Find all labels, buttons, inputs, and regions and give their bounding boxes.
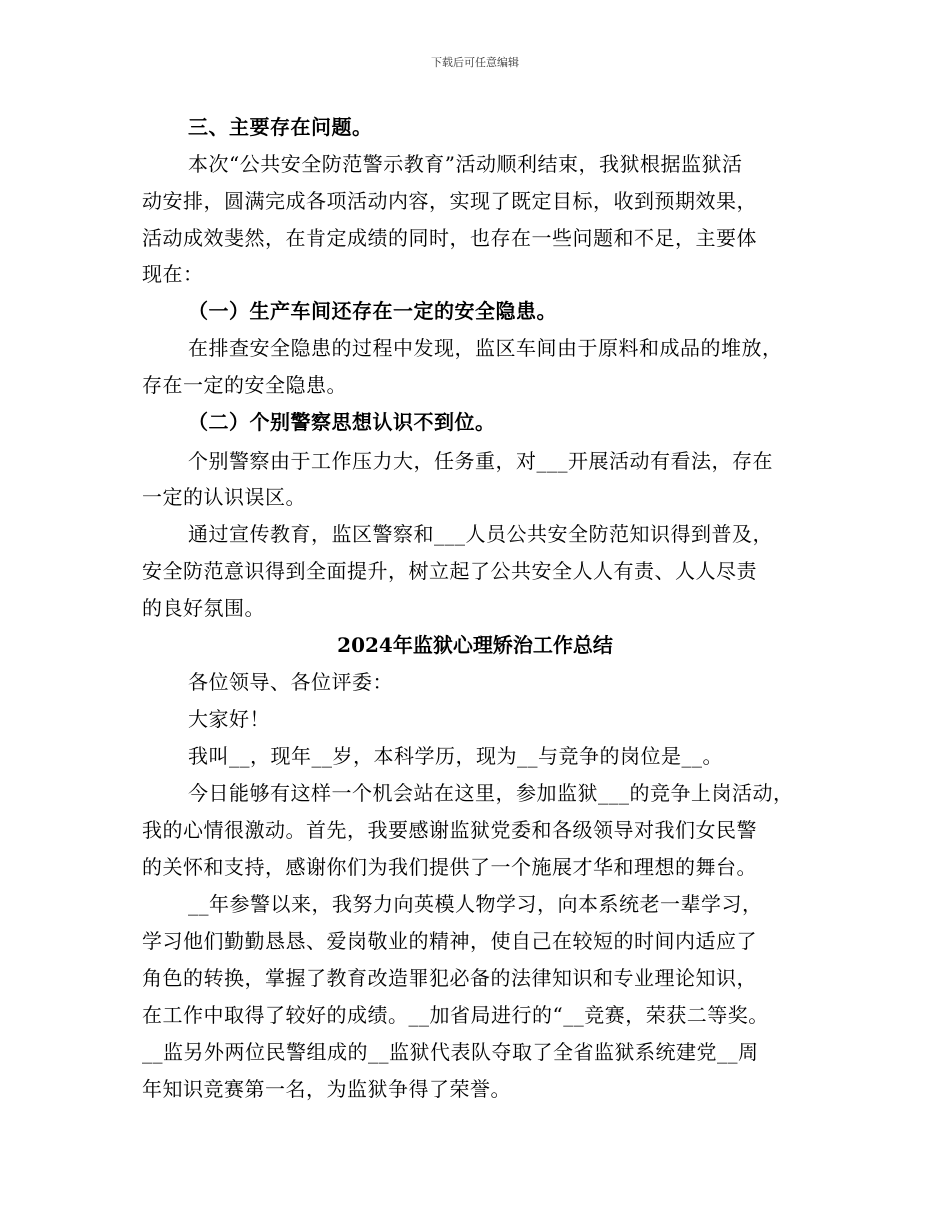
paragraph-line: 现在： [142,262,204,286]
subheading: （一）生产车间还存在一定的安全隐患。 [188,299,557,323]
paragraph-line: 学习他们勤勤恳恳、爱岗敬业的精神，使自己在较短的时间内适应了 [142,929,757,953]
greeting-line: 大家好！ [188,707,270,731]
paragraph-line: 动安排，圆满完成各项活动内容，实现了既定目标，收到预期效果， [142,189,757,213]
paragraph-line: 在排查安全隐患的过程中发现，监区车间由于原料和成品的堆放， [188,336,783,360]
paragraph-line: 在工作中取得了较好的成绩。__加省局进行的“__竞赛，荣获二等奖。 [142,1003,769,1027]
paragraph-line: __年参警以来，我努力向英模人物学习，向本系统老一辈学习， [188,892,763,916]
subheading: （二）个别警察思想认识不到位。 [188,410,496,434]
greeting-line: 各位领导、各位评委： [188,670,393,694]
paragraph-line: 的关怀和支持，感谢你们为我们提供了一个施展才华和理想的舞台。 [142,855,757,879]
paragraph-line: 个别警察由于工作压力大，任务重，对___开展活动有看法，存在 [188,449,773,473]
paragraph-line: __监另外两位民警组成的__监狱代表队夺取了全省监狱系统建党__周 [142,1040,759,1064]
paragraph-line: 存在一定的安全隐患。 [142,373,347,397]
paragraph-line: 活动成效斐然，在肯定成绩的同时，也存在一些问题和不足，主要体 [142,226,757,250]
paragraph-line: 的良好氛围。 [142,596,265,620]
paragraph-line: 我的心情很激动。首先，我要感谢监狱党委和各级领导对我们女民警 [142,818,757,842]
paragraph-line: 年知识竞赛第一名，为监狱争得了荣誉。 [142,1077,511,1101]
page-header-note: 下载后可任意编辑 [431,56,519,69]
document-title: 2024年监狱心理矫治工作总结 [337,633,613,657]
paragraph-line: 一定的认识误区。 [142,485,306,509]
section-heading: 三、主要存在问题。 [188,115,373,139]
paragraph-line: 通过宣传教育，监区警察和___人员公共安全防范知识得到普及， [188,522,773,546]
intro-line: 我叫__，现年__岁，本科学历，现为__与竞争的岗位是__。 [188,744,723,768]
paragraph-line: 安全防范意识得到全面提升，树立起了公共安全人人有责、人人尽责 [142,559,757,583]
paragraph-line: 角色的转换，掌握了教育改造罪犯必备的法律知识和专业理论知识， [142,966,757,990]
paragraph-line: 本次“公共安全防范警示教育”活动顺利结束，我狱根据监狱活 [188,152,743,176]
paragraph-line: 今日能够有这样一个机会站在这里，参加监狱___的竞争上岗活动， [188,781,794,805]
